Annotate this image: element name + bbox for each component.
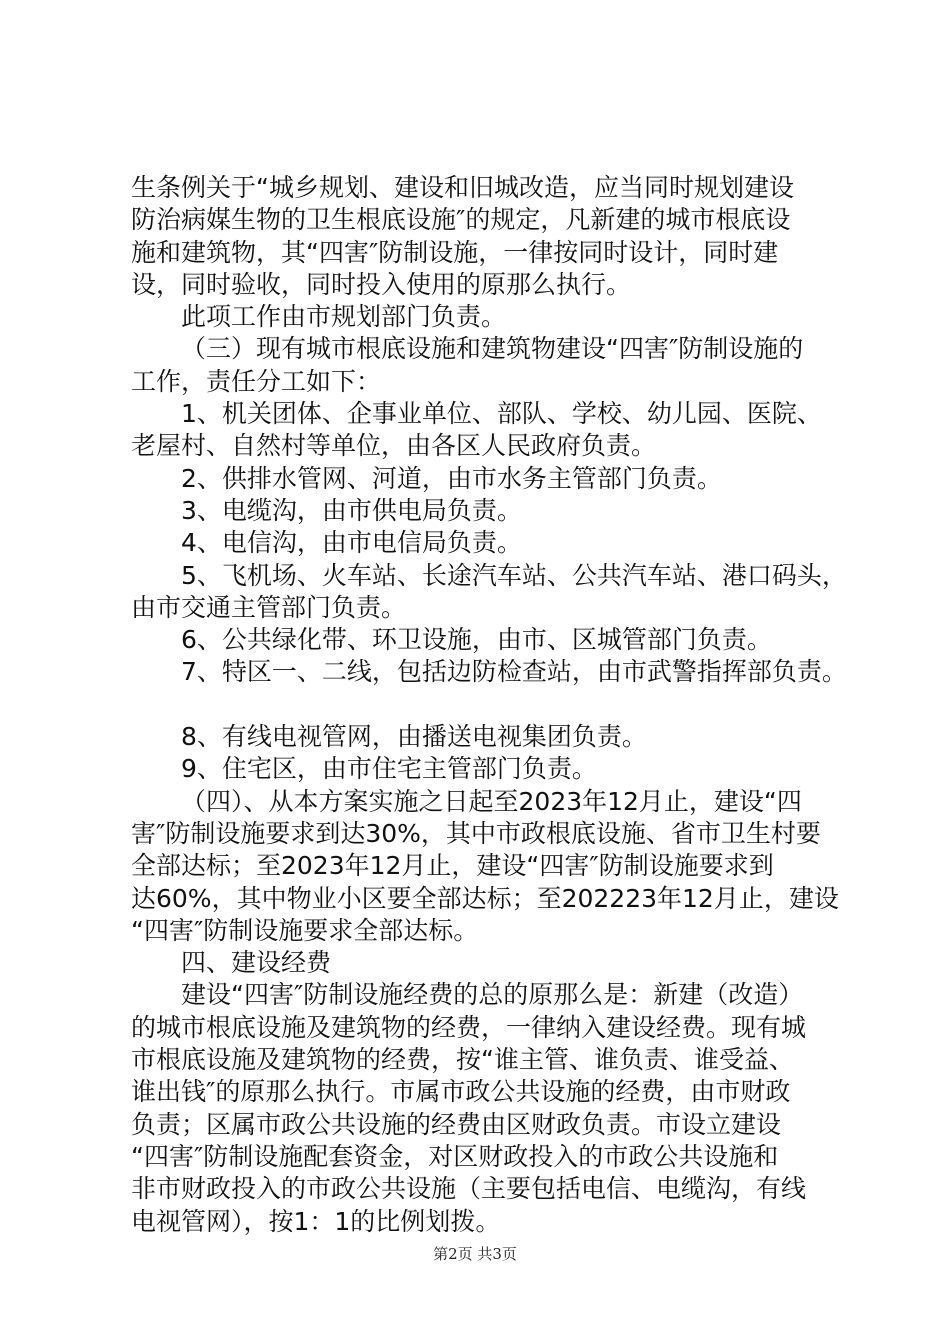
text-line: 建设“四害″防制设施经费的总的原那么是：新建（改造） (181, 980, 804, 1010)
text-line: （三）现有城市根底设施和建筑物建设“四害″防制设施的 (181, 334, 804, 364)
text-line: 全部达标；至2023年12月止，建设“四害″防制设施要求到 (131, 851, 774, 881)
text-line: 4、电信沟，由市电信局负责。 (181, 528, 522, 558)
text-line: 设，同时验收，同时投入使用的原那么执行。 (131, 269, 632, 299)
text-line: 四、建设经费 (181, 948, 332, 978)
blank-line (131, 689, 851, 721)
text-line: “四害″防制设施配套资金，对区财政投入的市政公共设施和 (131, 1141, 779, 1171)
text-line: 负责；区属市政公共设施的经费由区财政负责。市设立建设 (131, 1109, 782, 1139)
text-line: 防治病媒生物的卫生根底设施″的规定，凡新建的城市根底设 (131, 205, 791, 235)
text-line: 由市交通主管部门负责。 (131, 592, 407, 622)
text-line: 7、特区一、二线，包括边防检查站，由市武警指挥部负责。 (181, 657, 847, 687)
text-line: 9、住宅区，由市住宅主管部门负责。 (181, 754, 597, 784)
text-line: 1、机关团体、企事业单位、部队、学校、幼儿园、医院、 (181, 399, 822, 429)
text-line: 的城市根底设施及建筑物的经费，一律纳入建设经费。现有城 (131, 1012, 807, 1042)
text-line: 施和建筑物，其“四害″防制设施，一律按同时设计，同时建 (131, 237, 779, 267)
text-line: （四）、从本方案实施之日起至2023年12月止，建设“四 (181, 786, 802, 816)
text-line: “四害″防制设施要求全部达标。 (131, 915, 479, 945)
text-line: 生条例关于“城乡规划、建设和旧城改造，应当同时规划建设 (131, 173, 794, 202)
text-line: 工作，责任分工如下： (131, 366, 382, 396)
text-line: 达60%，其中物业小区要全部达标；至202223年12月止，建设 (131, 883, 839, 913)
text-line: 谁出钱″的原那么执行。市属市政公共设施的经费，由市财政 (131, 1077, 791, 1107)
text-line: 电视管网），按1：1的比例划拨。 (131, 1206, 501, 1236)
text-line: 3、电缆沟，由市供电局负责。 (181, 495, 522, 525)
text-line: 老屋村、自然村等单位，由各区人民政府负责。 (131, 431, 657, 461)
text-line: 非市财政投入的市政公共设施（主要包括电信、电缆沟，有线 (131, 1174, 807, 1204)
text-line: 8、有线电视管网，由播送电视集团负责。 (181, 722, 647, 752)
text-line: 6、公共绿化带、环卫设施，由市、区城管部门负责。 (181, 625, 772, 655)
page-footer: 第2页 共3页 (433, 1245, 517, 1263)
document-body (131, 172, 851, 1238)
text-line: 此项工作由市规划部门负责。 (181, 302, 507, 332)
text-line: 害″防制设施要求到达30%，其中市政根底设施、省市卫生村要 (131, 818, 821, 848)
text-line: 5、飞机场、火车站、长途汽车站、公共汽车站、港口码头， (181, 560, 847, 590)
text-line: 2、供排水管网、河道，由市水务主管部门负责。 (181, 463, 722, 493)
text-line: 市根底设施及建筑物的经费，按“谁主管、谁负责、谁受益、 (131, 1045, 794, 1075)
